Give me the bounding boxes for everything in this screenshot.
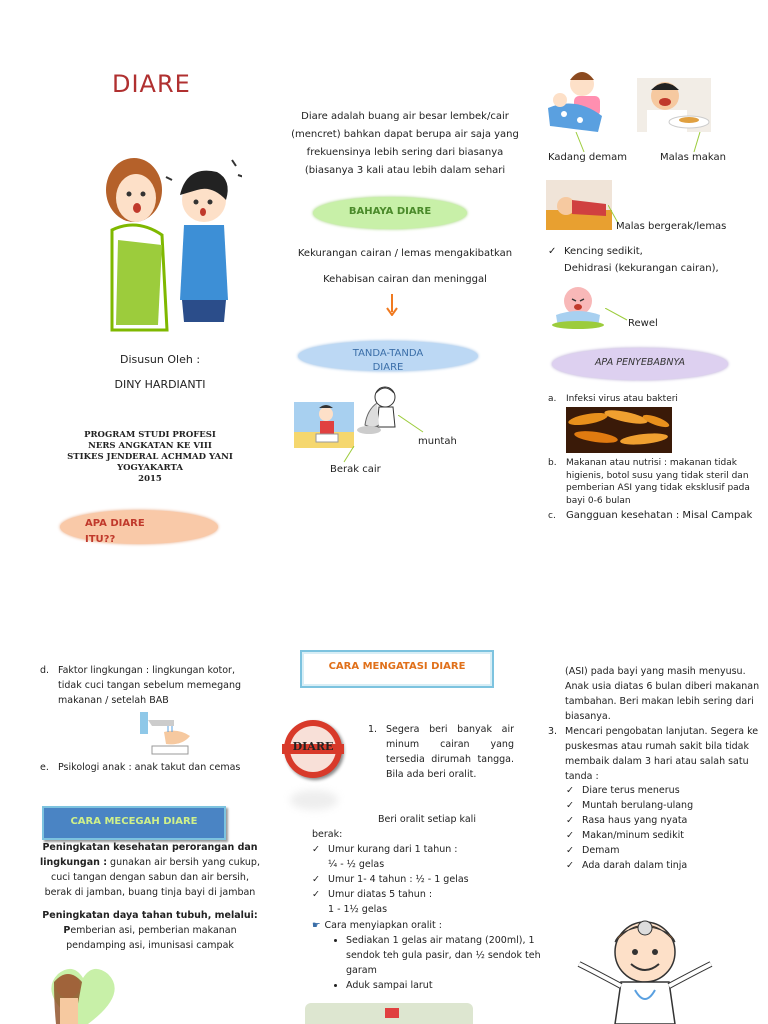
list-item: ✓ Rasa haus yang nyata (566, 813, 756, 828)
list-item: ✓ Muntah berulang-ulang (566, 798, 756, 813)
list-item: • Aduk sampai larut (346, 978, 542, 993)
list-item: ✓ Umur 1- 4 tahun : ½ - 1 gelas (312, 872, 512, 887)
bacteria-icon (566, 407, 672, 453)
no-diarrhea-sign-icon: DIARE (284, 720, 342, 778)
child-toilet-icon (294, 402, 354, 448)
sick-child-bed-icon (546, 68, 608, 134)
page-title: DIARE (112, 70, 191, 98)
tanda-muntah: muntah (418, 436, 457, 447)
apa-penyebabnya-pill: APA PENYEBABNYA (552, 348, 728, 380)
tanda-rewel: Rewel (628, 318, 658, 329)
hand-pointer-icon: ☛ (312, 920, 321, 931)
list-item: 1 - 1½ gelas (328, 904, 388, 915)
bahaya-line1: Kekurangan cairan / lemas mengakibatkan (297, 248, 513, 259)
mencegah-p2: Peningkatan daya tahan tubuh, melalui: Pemberian asi, pemberian makanan pendamping asi, imunisasi campak (42, 910, 258, 951)
cara-mengatasi-box: CARA MENGATASI DIARE (300, 650, 494, 688)
penyebab-list-mid (548, 457, 754, 523)
penyebab-list-last (40, 760, 260, 775)
list-item: ✓ Umur diatas 5 tahun : (312, 887, 512, 902)
oralit-intro: Beri oralit setiap kali berak: (312, 814, 476, 840)
sign-shadow (290, 790, 338, 810)
institution-line3: STIKES JENDERAL ACHMAD YANI (67, 452, 233, 462)
woman-heart-icon (38, 964, 128, 1024)
bahaya-diare-pill: BAHAYA DIARE (313, 197, 467, 229)
list-item: c. Gangguan kesehatan : Misal Campak (548, 510, 753, 521)
tanda-malas-makan: Malas makan (660, 152, 727, 163)
down-arrow-icon (386, 294, 398, 316)
sleeping-child-icon (546, 180, 612, 230)
doctor-cartoon-icon (575, 912, 715, 1024)
list-item: d. Faktor lingkungan : lingkungan kotor, tidak cuci tangan sebelum memegang makanan / setelah BAB (40, 665, 242, 706)
boy-refusing-food-icon (637, 78, 711, 132)
bahaya-line2: Kehabisan cairan dan meninggal (323, 274, 487, 285)
list-item: ✓ Umur kurang dari 1 tahun : (312, 842, 512, 857)
author-label: Disusun Oleh : (119, 353, 201, 366)
list-item: ✓ Kencing sedikit, (548, 243, 758, 260)
oralit-prep-list (316, 933, 542, 993)
list-item: ¼ - ½ gelas (328, 859, 385, 870)
mengatasi-step2-cont: (ASI) pada bayi yang masih menyusu. Anak usia diatas 6 bulan diberi makanan tambahan. Beri makan lebih sering dari biasanya. (565, 666, 760, 722)
tanda-berak-cair: Berak cair (330, 464, 381, 475)
list-item: ✓ Makan/minum sedikit (566, 828, 756, 843)
institution-line4: YOGYAKARTA (117, 463, 183, 473)
institution-line5: 2015 (138, 474, 162, 484)
list-item: e. Psikologi anak : anak takut dan cemas (40, 762, 241, 773)
institution-line1: PROGRAM STUDI PROFESI (84, 430, 216, 440)
penyebab-list-top (548, 393, 754, 406)
pointer-line-muntah (398, 415, 428, 435)
danger-sign-list (566, 783, 756, 873)
penyebab-list-bottom (40, 663, 250, 708)
oralit-dose-list (312, 842, 512, 917)
crying-baby-icon (550, 285, 606, 329)
tanda-kadang-demam: Kadang demam (548, 152, 627, 163)
list-item: b. Makanan atau nutrisi : makanan tidak higienis, botol susu yang tidak steril dan pemberian ASI yang tidak eksklusif pada bayi 0-6 bulan (548, 458, 750, 506)
list-item: ✓ Ada darah dalam tinja (566, 858, 756, 873)
woman-child-cartoon-icon (92, 150, 242, 340)
oralit-prep-title: ☛ Cara menyiapkan oralit : (312, 920, 442, 931)
cara-mencegah-box: CARA MECEGAH DIARE (42, 806, 226, 840)
pointer-line-rewel (605, 308, 629, 322)
definition-text: Diare adalah buang air besar lembek/cair (mencret) bahkan dapat berupa air saja yang frekuensinya lebih sering dari biasanya (biasanya 3 kali atau lebih dalam sehari (291, 111, 519, 176)
apa-diare-pill: APA DIARE ITU?? (60, 510, 218, 544)
tanda-check-list (548, 243, 758, 277)
oralit-packet-image (305, 1003, 473, 1024)
tanda-diare-pill: TANDA-TANDA DIARE (298, 341, 478, 371)
list-item: ✓ Demam (566, 843, 756, 858)
mengatasi-step1: 1. Segera beri banyak air minum cairan yang tersedia dirumah tangga. Bila ada beri oralit. (368, 724, 514, 780)
list-item: a. Infeksi virus atau bakteri (548, 394, 678, 404)
author-name: DINY HARDIANTI (114, 378, 206, 391)
handwash-icon (138, 710, 198, 756)
list-item: • Sediakan 1 gelas air matang (200ml), 1 sendok teh gula pasir, dan ½ sendok teh garam (346, 933, 542, 978)
tanda-malas-bergerak: Malas bergerak/lemas (616, 221, 727, 232)
list-item: Dehidrasi (kekurangan cairan), (564, 263, 719, 274)
list-item: ✓ Diare terus menerus (566, 783, 756, 798)
mengatasi-step3: 3. Mencari pengobatan lanjutan. Segera ke puskesmas atau rumah sakit bila tidak membaik dalam 3 hari atau salah satu tanda : (548, 726, 759, 782)
mencegah-p1: Peningkatan kesehatan perorangan dan lingkungan : gunakan air bersih yang cukup, cuci tangan dengan sabun dan air bersih, berak di jamban, buang tinja bayi di jamban (40, 842, 260, 898)
institution-line2: NERS ANGKATAN KE VIII (88, 441, 212, 451)
